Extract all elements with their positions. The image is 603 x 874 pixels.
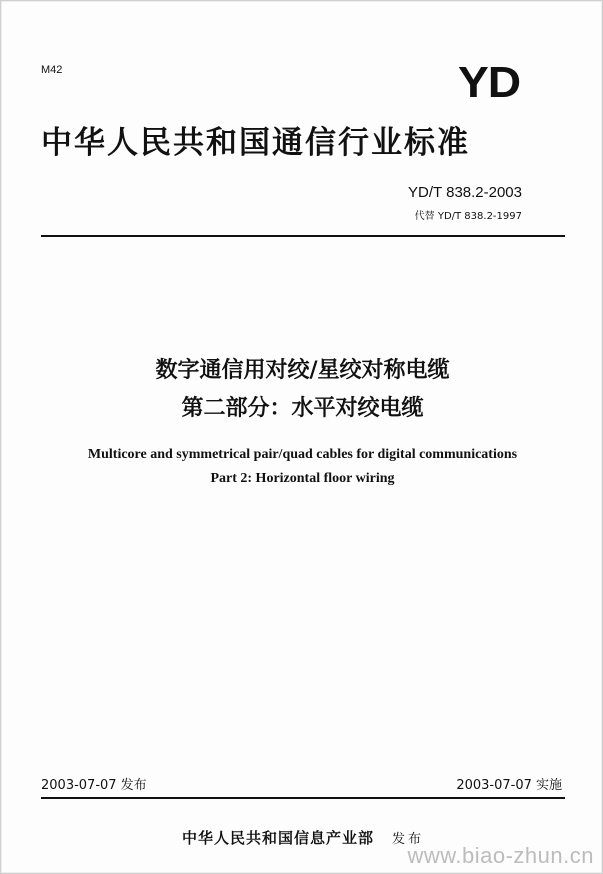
yd-logo: YD xyxy=(457,58,520,107)
title-cn-line1: 数字通信用对绞/星绞对称电缆 xyxy=(155,358,450,383)
publisher-name: 中华人民共和国信息产业部 xyxy=(181,829,374,847)
standard-type-heading: 中华人民共和国通信行业标准 xyxy=(41,125,470,161)
replaces-note: 代替 YD/T 838.2-1997 xyxy=(414,211,522,222)
top-divider xyxy=(41,235,565,237)
bottom-divider xyxy=(41,797,565,799)
title-en-line1: Multicore and symmetrical pair/quad cables for digital communications xyxy=(87,447,518,462)
standard-number: YD/T 838.2-2003 xyxy=(408,184,522,201)
issue-date: 2003-07-07 发布 xyxy=(41,778,147,793)
watermark-text: www.biao-zhun.cn xyxy=(407,843,594,868)
implementation-date: 2003-07-07 实施 xyxy=(456,778,562,793)
publisher-suffix: 发布 xyxy=(392,832,425,847)
title-en-line2: Part 2: Horizontal floor wiring xyxy=(210,471,395,486)
classification-code: M42 xyxy=(41,64,63,76)
title-cn-line2: 第二部分：水平对绞电缆 xyxy=(181,396,424,421)
